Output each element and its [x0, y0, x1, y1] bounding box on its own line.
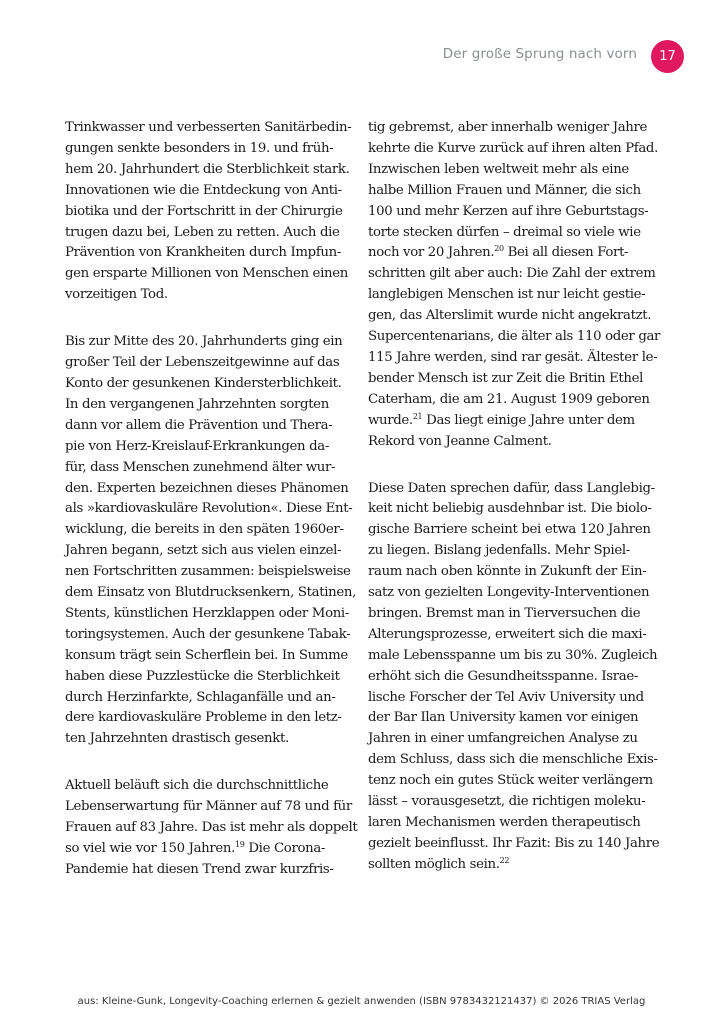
text-line: dem Einsatz von Blutdrucksenkern, Statinen, [65, 585, 356, 601]
text-line: bender Mensch ist zur Zeit die Britin Ethel [368, 370, 644, 386]
text-line: 115 Jahre werden, sind rar gesät. Ältester le- [368, 349, 658, 365]
text-line: schritten gilt aber auch: Die Zahl der extrem [368, 266, 656, 282]
text-line: Inzwischen leben weltweit mehr als eine [368, 161, 629, 177]
text-line: Stents, künstlichen Herzklappen oder Moni- [65, 605, 349, 621]
text-line: wicklung, die bereits in den späten 1960er- [65, 522, 344, 538]
text-line: dem Schluss, dass sich die menschliche Exis- [368, 752, 658, 768]
text-line: halbe Million Frauen und Männer, die sich [368, 182, 641, 198]
text-line: toringsystemen. Auch der gesunkene Tabak- [65, 626, 351, 642]
text-line: trugen dazu bei, Leben zu retten. Auch die [65, 224, 340, 240]
text-line: tenz noch ein gutes Stück weiter verlängern [368, 773, 653, 789]
text-line: keit nicht beliebig ausdehnbar ist. Die biolo- [368, 501, 652, 517]
text-line: Pandemie hat diesen Trend zwar kurzfris- [65, 861, 334, 877]
paragraph [65, 332, 357, 750]
text-line: Rekord von Jeanne Calment. [368, 433, 552, 449]
paragraph [368, 118, 660, 453]
text-line: gen ersparte Millionen von Menschen einen [65, 266, 348, 282]
text-segment: so viel wie vor 150 Jahren. [65, 841, 235, 856]
text-line: ten Jahrzehnten drastisch gesenkt. [65, 731, 289, 747]
text-line: erhöht sich die Gesundheitsspanne. Israe- [368, 668, 638, 684]
text-line: Innovationen wie die Entdeckung von Anti- [65, 182, 342, 198]
text-line: male Lebensspanne um bis zu 30%. Zugleich [368, 647, 658, 663]
text-line: Bis zur Mitte des 20. Jahrhunderts ging ein [65, 334, 343, 350]
text-line: gen, das Alterslimit wurde nicht angekratzt. [368, 308, 652, 324]
paragraph [65, 776, 357, 881]
text-line: langlebigen Menschen ist nur leicht gestie- [368, 287, 646, 303]
text-line: durch Herzinfarkte, Schlaganfälle und an- [65, 689, 336, 705]
text-line: gezielt beeinflusst. Ihr Fazit: Bis zu 140 Jahre [368, 835, 660, 851]
text-line: für, dass Menschen zunehmend älter wur- [65, 459, 336, 475]
source-citation: aus: Kleine-Gunk, Longevity-Coaching erlernen & gezielt anwenden (ISBN 9783432121437) © 2026 TRIAS Verlag [77, 996, 646, 1007]
text-line: dere kardiovaskuläre Probleme in den letz- [65, 710, 342, 726]
text-line: Caterham, die am 21. August 1909 geboren [368, 391, 650, 407]
text-line: pie von Herz-Kreislauf-Erkrankungen da- [65, 438, 330, 454]
text-segment: Die Corona- [244, 841, 326, 856]
text-line: tig gebremst, aber innerhalb weniger Jahre [368, 120, 648, 135]
footnote-ref: 20 [494, 244, 504, 254]
text-line: gische Barriere scheint bei etwa 120 Jahren [368, 522, 651, 538]
text-line: großer Teil der Lebenszeitgewinne auf das [65, 355, 340, 371]
text-line: haben diese Puzzlestücke die Sterblichkeit [65, 668, 340, 684]
text-line: 100 und mehr Kerzen auf ihre Geburtstags- [368, 203, 649, 219]
text-line: Frauen auf 83 Jahre. Das ist mehr als doppelt [65, 820, 358, 836]
text-segment: sollten möglich sein. [368, 856, 500, 872]
text-line: lässt – vorausgesetzt, die richtigen moleku- [368, 794, 646, 810]
paragraph [65, 118, 357, 306]
text-line: Lebenserwartung für Männer auf 78 und für [65, 799, 352, 815]
text-line: konsum trägt sein Scherflein bei. In Summe [65, 647, 348, 663]
text-line: zu liegen. Bislang jedenfalls. Mehr Spiel- [368, 543, 630, 559]
text-line: nen Fortschritten zusammen: beispielsweise [65, 564, 351, 580]
text-line: dann vor allem die Prävention und Thera- [65, 417, 333, 433]
page-number-badge: 17 [651, 40, 684, 73]
footnote-ref: 19 [235, 840, 245, 849]
text-line: Supercentenarians, die älter als 110 oder gar [368, 329, 661, 345]
text-line: hem 20. Jahrhundert die Sterblichkeit stark. [65, 161, 350, 177]
text-line: der Bar Ilan University kamen vor einigen [368, 710, 639, 726]
text-line [65, 839, 357, 860]
left-column [65, 118, 357, 907]
text-line: bringen. Bremst man in Tierversuchen die [368, 605, 641, 621]
text-line: raum nach oben könnte in Zukunft der Ein- [368, 564, 647, 580]
paragraph [368, 479, 660, 876]
text-line [368, 855, 660, 876]
text-segment: Das liegt einige Jahre unter dem [422, 412, 635, 428]
text-line: lische Forscher der Tel Aviv University und [368, 689, 644, 705]
text-line: Diese Daten sprechen dafür, dass Langlebig- [368, 480, 655, 496]
text-line: Jahren begann, setzt sich aus vielen einzel- [65, 543, 342, 559]
text-segment: Bei all diesen Fort- [503, 245, 629, 261]
text-line: vorzeitigen Tod. [65, 287, 168, 303]
text-line: kehrte die Kurve zurück auf ihren alten Pfad. [368, 140, 658, 156]
text-line: biotika und der Fortschritt in der Chirurgie [65, 203, 343, 219]
text-line: Aktuell beläuft sich die durchschnittliche [65, 778, 329, 794]
text-line: den. Experten bezeichnen dieses Phänomen [65, 480, 349, 496]
text-line: Jahren in einer umfangreichen Analyse zu [368, 731, 638, 747]
text-line: torte stecken dürfen – dreimal so viele wie [368, 224, 641, 240]
text-segment: noch vor 20 Jahren. [368, 245, 495, 261]
text-line: als »kardiovaskuläre Revolution«. Diese Ent- [65, 501, 353, 517]
running-title: Der große Sprung nach vorn [442, 46, 637, 62]
text-segment: wurde. [368, 412, 413, 428]
footnote-ref: 21 [412, 411, 423, 421]
text-line: Alterungsprozesse, erweitert sich die maxi- [368, 626, 647, 642]
text-line [368, 243, 660, 264]
text-line: gungen senkte besonders in 19. und früh- [65, 140, 334, 156]
text-line: In den vergangenen Jahrzehnten sorgten [65, 396, 329, 412]
text-line: satz von gezielten Longevity-Interventionen [368, 585, 650, 601]
text-line: Trinkwasser und verbesserten Sanitärbedin- [65, 120, 352, 135]
text-line: Konto der gesunkenen Kindersterblichkeit. [65, 375, 342, 391]
text-line [368, 411, 660, 432]
text-line: Prävention von Krankheiten durch Impfun- [65, 245, 341, 261]
text-line: laren Mechanismen werden therapeutisch [368, 815, 641, 830]
footnote-ref: 22 [499, 855, 510, 865]
right-column [368, 118, 660, 902]
